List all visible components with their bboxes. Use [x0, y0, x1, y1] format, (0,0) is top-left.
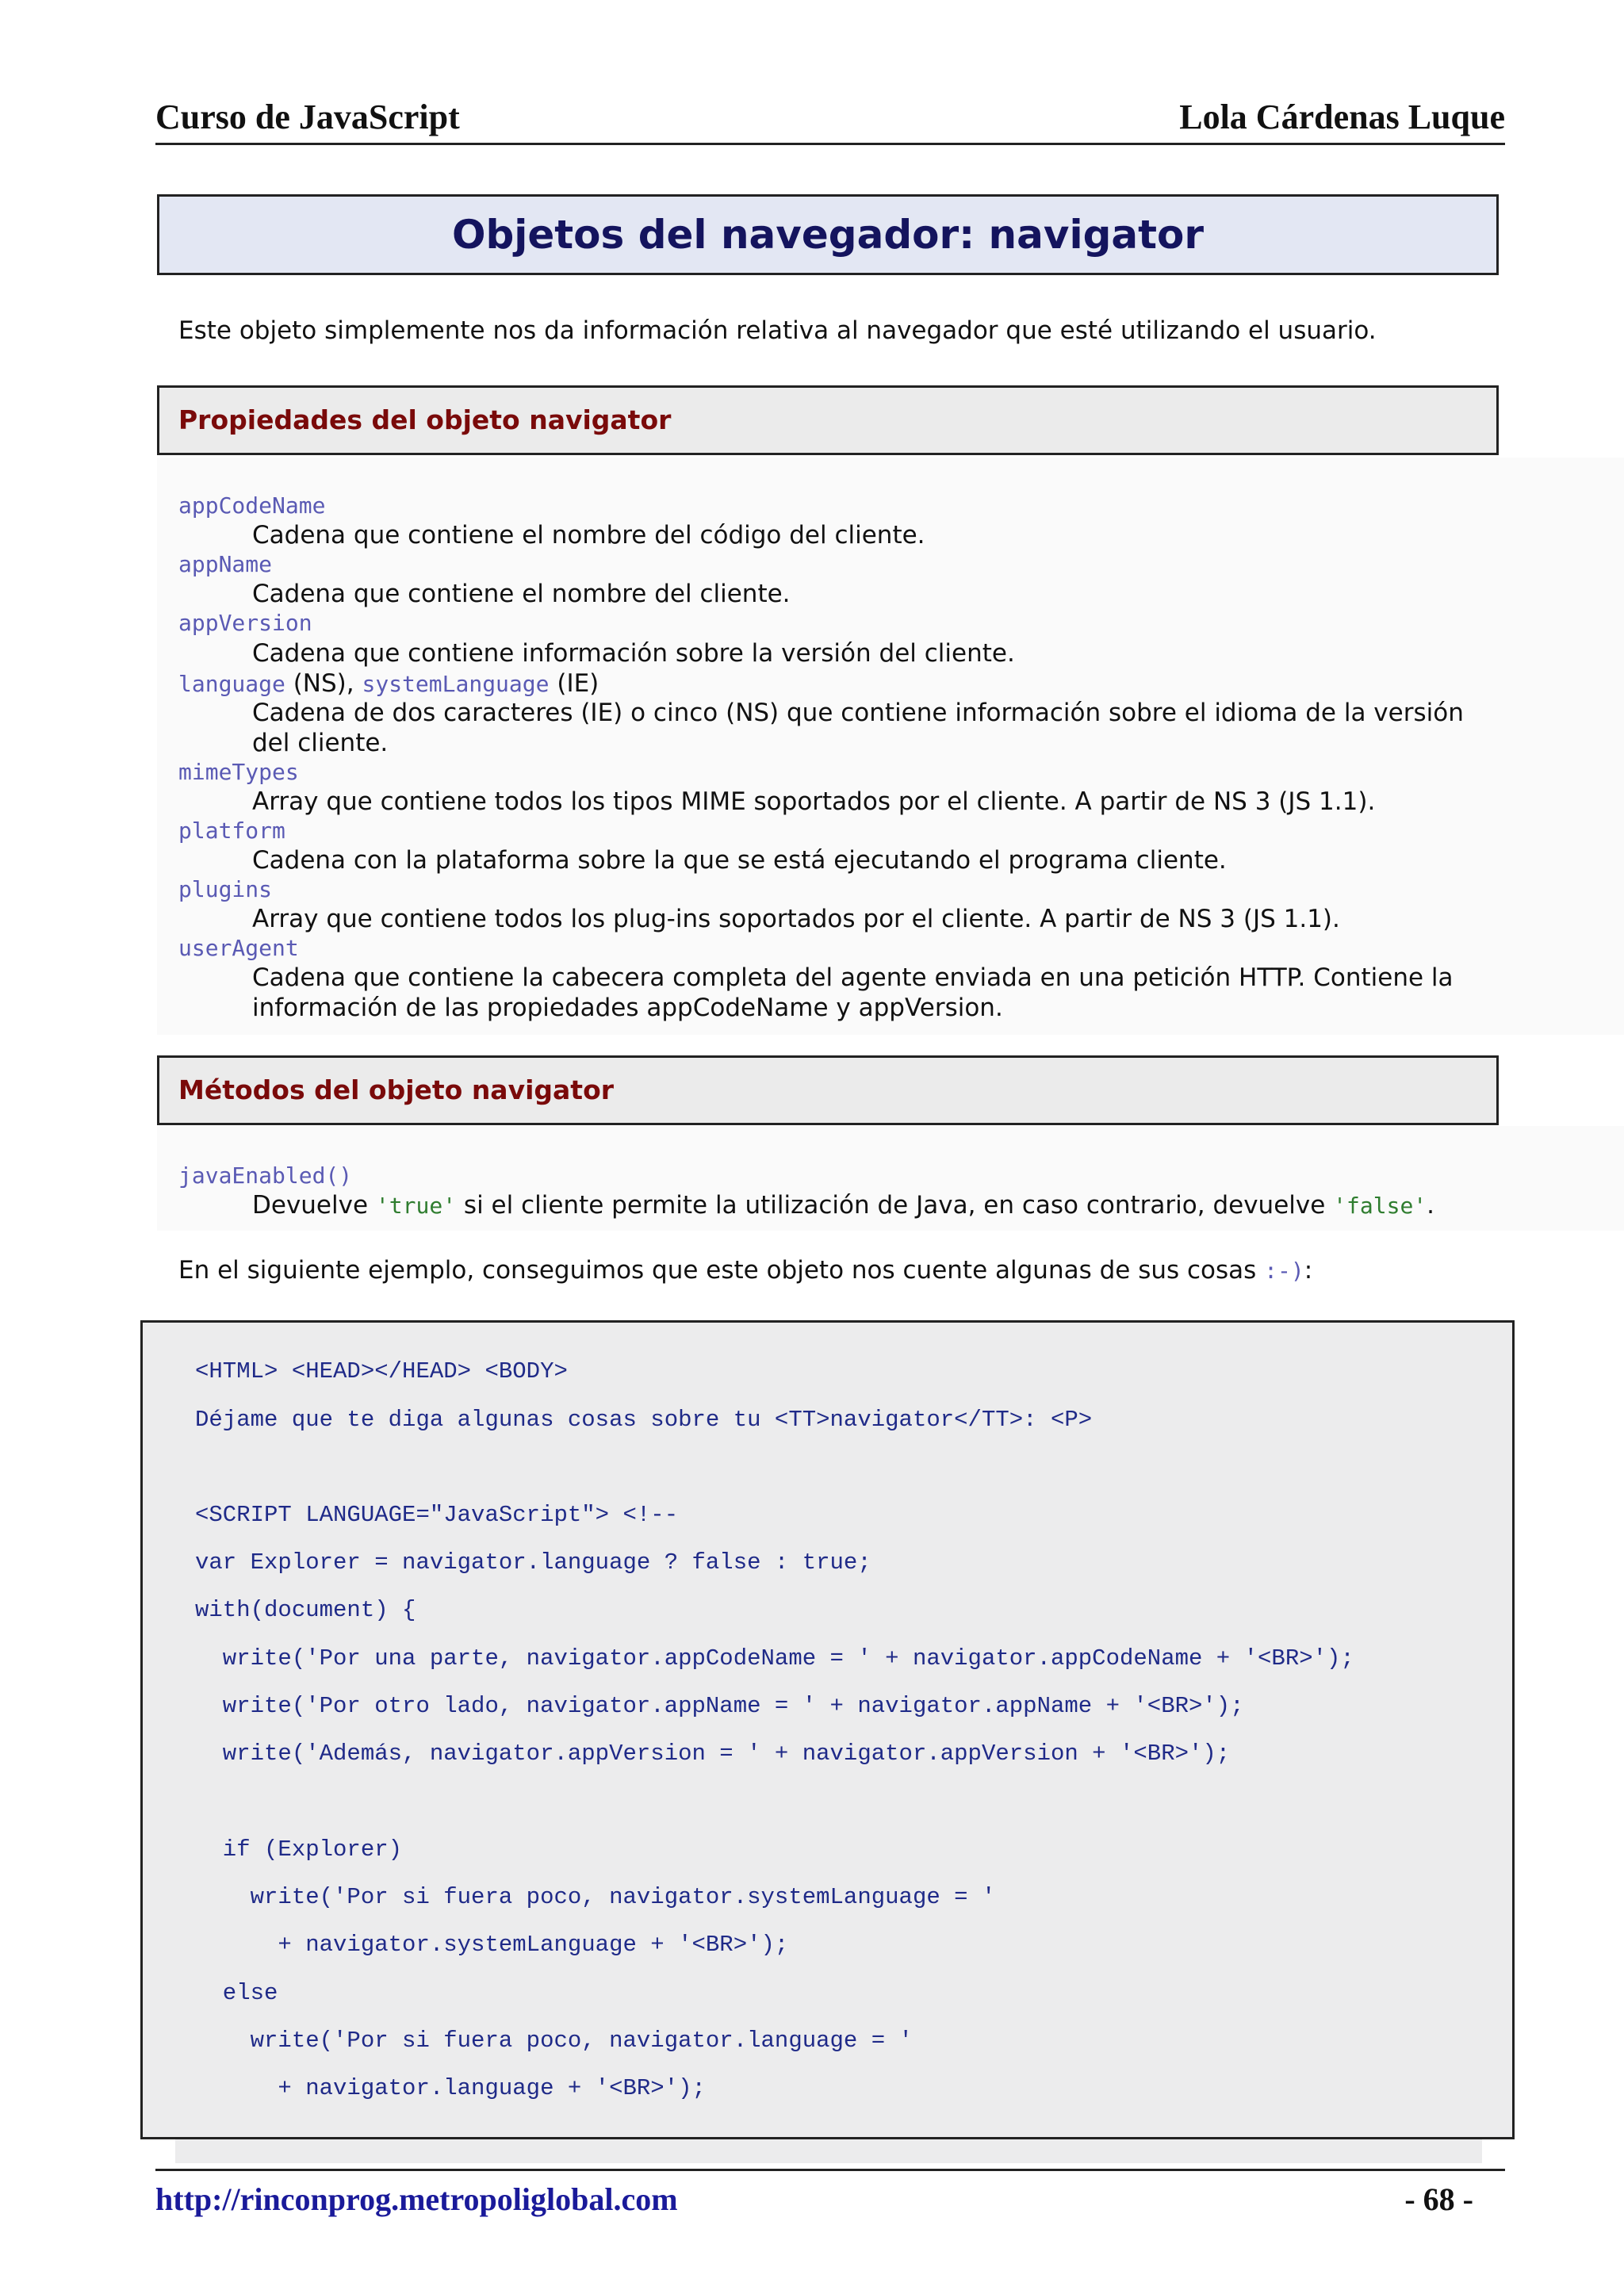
footer-url-link[interactable]: http://rinconprog.metropoliglobal.com — [155, 2181, 678, 2217]
code-line: else — [195, 1980, 278, 2006]
method-desc-middle: si el cliente permite la utilización de Java, en caso contrario, devuelve — [456, 1191, 1334, 1220]
page-header — [155, 94, 1505, 145]
property-desc: Cadena de dos caracteres (IE) o cinco (NS) que contiene información sobre el idioma de la versión — [252, 699, 1464, 727]
property-term-note-ns: (NS), — [285, 669, 362, 698]
method-term: javaEnabled() — [178, 1162, 353, 1189]
example-intro-text: En el siguiente ejemplo, conseguimos que este objeto nos cuente algunas de sus cosas — [178, 1256, 1265, 1285]
property-desc: Cadena que contiene el nombre del cliente. — [252, 580, 791, 608]
code-line: var Explorer = navigator.language ? false : true; — [195, 1549, 871, 1576]
code-line: <SCRIPT LANGUAGE="JavaScript"> <!-- — [195, 1502, 679, 1528]
methods-list — [178, 1162, 1479, 1221]
property-desc-continued: información de las propiedades appCodeName y appVersion. — [252, 994, 1003, 1022]
example-intro — [178, 1253, 1312, 1289]
code-line: Déjame que te diga algunas cosas sobre tu <TT>navigator</TT>: <P> — [195, 1407, 1093, 1433]
property-term: userAgent — [178, 935, 299, 961]
property-item — [178, 492, 1479, 550]
page-footer — [155, 2169, 1505, 2227]
code-line: + navigator.language + '<BR>'); — [195, 2075, 706, 2101]
property-item — [178, 758, 1479, 817]
false-literal: 'false' — [1333, 1193, 1427, 1219]
property-item — [178, 550, 1479, 609]
code-line: if (Explorer) — [195, 1836, 403, 1863]
property-item — [178, 817, 1479, 875]
intro-paragraph: Este objeto simplemente nos da información relativa al navegador que esté utilizando el usuario. — [178, 316, 1377, 345]
property-desc: Cadena que contiene información sobre la versión del cliente. — [252, 639, 1015, 668]
property-desc: Array que contiene todos los plug-ins soportados por el cliente. A partir de NS 3 (JS 1.1). — [252, 905, 1340, 933]
properties-heading: Propiedades del objeto navigator — [157, 385, 1499, 455]
header-course-title: Curso de JavaScript — [155, 98, 460, 136]
property-term: plugins — [178, 876, 273, 902]
property-desc: Cadena que contiene el nombre del código del cliente. — [252, 521, 925, 550]
code-line: write('Por si fuera poco, navigator.language = ' — [195, 2028, 913, 2054]
smiley: :-) — [1264, 1258, 1304, 1284]
code-line: write('Además, navigator.appVersion = ' + navigator.appVersion + '<BR>'); — [195, 1741, 1231, 1767]
property-term-systemlanguage: systemLanguage — [362, 671, 550, 697]
property-term: appCodeName — [178, 492, 326, 519]
property-term: appVersion — [178, 610, 312, 636]
property-item — [178, 875, 1479, 934]
property-item — [178, 669, 1479, 758]
property-desc: Cadena con la plataforma sobre la que se está ejecutando el programa cliente. — [252, 846, 1227, 875]
header-author: Lola Cárdenas Luque — [1179, 98, 1505, 136]
code-line: write('Por una parte, navigator.appCodeName = ' + navigator.appCodeName + '<BR>'); — [195, 1645, 1354, 1672]
properties-list — [178, 492, 1479, 1023]
method-desc — [178, 1190, 1479, 1221]
methods-heading: Métodos del objeto navigator — [157, 1055, 1499, 1125]
method-desc-end: . — [1427, 1191, 1435, 1220]
code-line: + navigator.systemLanguage + '<BR>'); — [195, 1932, 789, 1958]
property-term: mimeTypes — [178, 759, 299, 785]
example-intro-colon: : — [1304, 1256, 1313, 1285]
property-term: platform — [178, 818, 285, 844]
code-line: write('Por otro lado, navigator.appName = ' + navigator.appName + '<BR>'); — [195, 1693, 1244, 1719]
code-line: <HTML> <HEAD></HEAD> <BODY> — [195, 1358, 568, 1384]
code-box-continuation — [175, 2139, 1482, 2163]
property-term-language: language — [178, 671, 285, 697]
code-line: write('Por si fuera poco, navigator.systemLanguage = ' — [195, 1884, 996, 1910]
property-term: appName — [178, 551, 273, 577]
code-example-box — [140, 1320, 1515, 2139]
property-desc: Cadena que contiene la cabecera completa del agente enviada en una petición HTTP. Contiene la — [252, 963, 1454, 992]
property-term — [178, 669, 1479, 698]
true-literal: 'true' — [375, 1193, 457, 1219]
method-desc-start: Devuelve — [252, 1191, 376, 1220]
page-number: - 68 - — [1404, 2181, 1473, 2217]
code-line: with(document) { — [195, 1597, 416, 1623]
page-title: Objetos del navegador: navigator — [157, 194, 1499, 275]
property-item — [178, 609, 1479, 669]
property-item — [178, 934, 1479, 1023]
property-desc-continued: del cliente. — [252, 729, 389, 757]
property-desc: Array que contiene todos los tipos MIME soportados por el cliente. A partir de NS 3 (JS 1.1). — [252, 787, 1376, 816]
property-term-note-ie: (IE) — [549, 669, 599, 698]
